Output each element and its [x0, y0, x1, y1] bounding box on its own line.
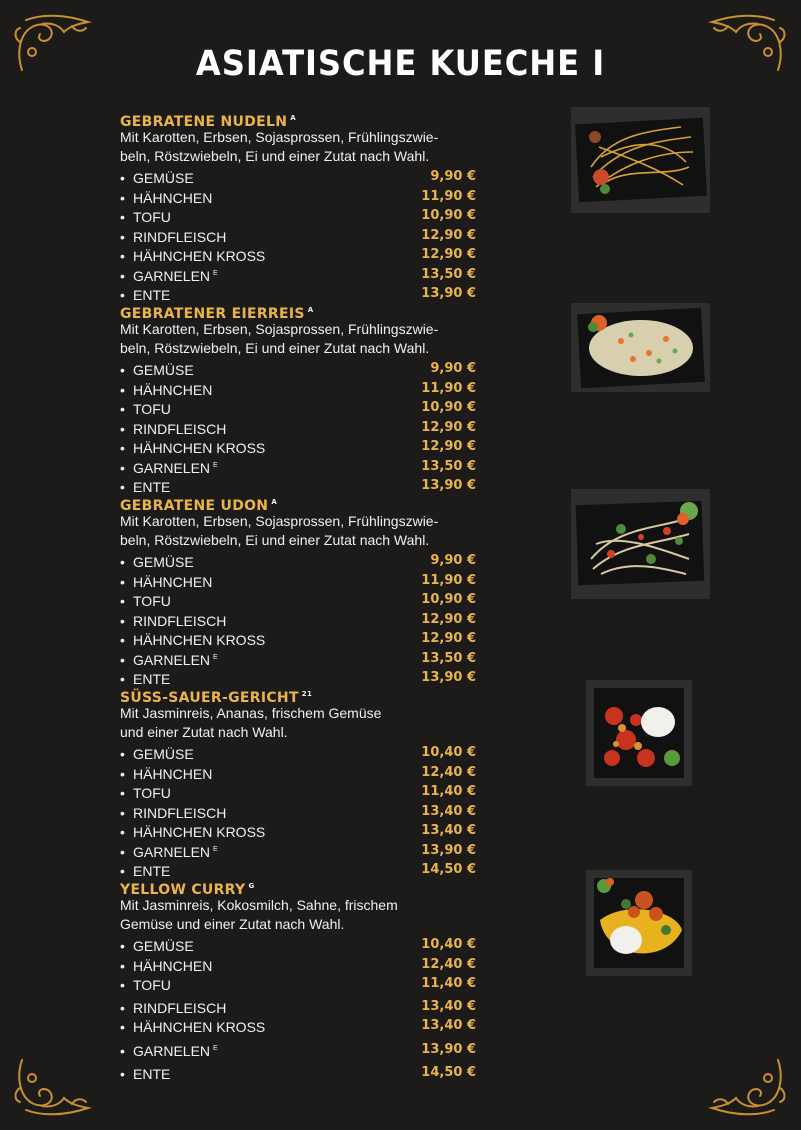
item-name: TOFU: [133, 209, 171, 225]
section-heading: [120, 109, 480, 128]
allergen-code: 21: [301, 690, 313, 698]
menu-item: • ENTE 13,90 €: [120, 478, 476, 495]
section-gebratene-udon: [120, 493, 480, 687]
description-line: Mit Karotten, Erbsen, Sojasprossen, Frühlingszwie-: [120, 321, 439, 337]
section-description: [120, 704, 480, 742]
page-title: ASIATISCHE KUECHE I: [195, 44, 606, 84]
yellow-curry-photo-icon: [586, 870, 692, 976]
item-price: 13,40 €: [421, 823, 476, 838]
noodles-photo-icon: [571, 107, 710, 213]
udon-photo-icon: [571, 489, 710, 599]
menu-item: • ENTE 14,50 €: [120, 862, 476, 879]
item-name: HÄHNCHEN KROSS: [133, 632, 266, 648]
allergen-code: E: [213, 269, 218, 277]
description-line: Gemüse und einer Zutat nach Wahl.: [120, 916, 345, 932]
item-name: GEMÜSE: [133, 362, 194, 378]
item-price: 11,90 €: [421, 572, 476, 588]
menu-item: • RINDFLEISCH 12,90 €: [120, 611, 476, 629]
menu-item: • TOFU 10,90 €: [120, 592, 476, 609]
item-price: 13,40 €: [421, 1018, 476, 1033]
item-name: RINDFLEISCH: [133, 228, 227, 245]
item-name: HÄHNCHEN: [133, 957, 213, 974]
item-name: HÄHNCHEN KROSS: [133, 248, 266, 264]
item-name: HÄHNCHEN KROSS: [133, 824, 266, 840]
menu-item: • HÄHNCHEN 12,40 €: [120, 956, 476, 974]
item-price: 13,40 €: [421, 998, 476, 1014]
menu-item: • ENTE 13,90 €: [120, 286, 476, 303]
item-price: 14,50 €: [421, 1065, 476, 1080]
item-name: RINDFLEISCH: [133, 999, 227, 1016]
allergen-code: E: [213, 461, 218, 469]
menu-item: • HÄHNCHEN 11,90 €: [120, 572, 476, 590]
section-title: SÜSS-SAUER-GERICHT: [120, 690, 299, 706]
menu-item: • RINDFLEISCH 13,40 €: [120, 803, 476, 821]
item-name: ENTE: [133, 287, 171, 303]
item-price: 9,90 €: [430, 553, 476, 568]
section-suess-sauer: [120, 685, 480, 879]
menu-item: • HÄHNCHEN KROSS 12,90 €: [120, 247, 476, 264]
section-yellow-curry: [120, 877, 480, 1082]
item-price: 10,90 €: [421, 208, 476, 223]
item-price: 11,90 €: [421, 188, 476, 204]
item-list: [120, 934, 480, 1082]
menu-item: • GARNELEN $^E$ 13,50 €: [120, 266, 476, 284]
item-name: GEMÜSE: [133, 938, 194, 954]
menu-item: • GARNELEN $^E$ 13,90 €: [120, 1041, 476, 1059]
item-name: GARNELEN: [133, 651, 211, 668]
sweet-sour-photo-icon: [586, 680, 692, 786]
menu-item: • GARNELEN $^E$ 13,50 €: [120, 458, 476, 476]
allergen-code: A: [290, 114, 296, 122]
menu-item: • ENTE 14,50 €: [120, 1065, 476, 1082]
item-price: 12,90 €: [421, 419, 476, 435]
item-name: GARNELEN: [133, 267, 211, 284]
item-price: 12,90 €: [421, 227, 476, 243]
description-line: Mit Jasminreis, Ananas, frischem Gemüse: [120, 705, 382, 721]
allergen-code: A: [271, 498, 278, 506]
item-name: HÄHNCHEN: [133, 189, 213, 206]
item-name: HÄHNCHEN KROSS: [133, 1019, 266, 1035]
section-title: YELLOW CURRY: [120, 882, 246, 898]
allergen-code: E: [213, 845, 218, 853]
section-description: [120, 896, 480, 934]
section-gebratene-nudeln: [120, 109, 480, 303]
item-price: 13,90 €: [421, 478, 476, 493]
menu-item: • TOFU 11,40 €: [120, 976, 476, 993]
menu-item: • RINDFLEISCH 12,90 €: [120, 419, 476, 437]
item-name: RINDFLEISCH: [133, 804, 227, 821]
ornament-bottom-right-icon: [708, 1058, 788, 1118]
allergen-code: E: [213, 653, 218, 661]
item-price: 12,90 €: [421, 247, 476, 262]
item-list: [120, 358, 480, 495]
item-name: TOFU: [133, 785, 171, 801]
section-description: [120, 512, 480, 550]
item-price: 11,40 €: [421, 976, 476, 991]
item-name: HÄHNCHEN KROSS: [133, 440, 266, 456]
item-price: 9,90 €: [430, 361, 476, 376]
item-name: GEMÜSE: [133, 746, 194, 762]
item-price: 13,50 €: [421, 650, 476, 666]
section-gebratener-eierreis: [120, 301, 480, 495]
description-line: beln, Röstzwiebeln, Ei und einer Zutat nach Wahl.: [120, 148, 430, 164]
description-line: beln, Röstzwiebeln, Ei und einer Zutat nach Wahl.: [120, 340, 430, 356]
item-price: 11,40 €: [421, 784, 476, 799]
menu-item: • HÄHNCHEN 11,90 €: [120, 380, 476, 398]
item-price: 13,90 €: [421, 286, 476, 301]
item-price: 13,50 €: [421, 458, 476, 474]
menu-item: • HÄHNCHEN 11,90 €: [120, 188, 476, 206]
allergen-code: E: [213, 1044, 218, 1052]
item-name: GARNELEN: [133, 1042, 211, 1059]
section-heading: [120, 493, 480, 512]
item-name: HÄHNCHEN: [133, 573, 213, 590]
item-price: 13,90 €: [421, 670, 476, 685]
menu-item: • RINDFLEISCH 13,40 €: [120, 998, 476, 1016]
menu-item: • HÄHNCHEN 12,40 €: [120, 764, 476, 782]
item-name: TOFU: [133, 593, 171, 609]
menu-item: • HÄHNCHEN KROSS 12,90 €: [120, 439, 476, 456]
description-line: Mit Karotten, Erbsen, Sojasprossen, Frühlingszwie-: [120, 513, 439, 529]
section-title: GEBRATENE UDON: [120, 498, 269, 514]
item-name: GEMÜSE: [133, 170, 194, 186]
menu-item: • RINDFLEISCH 12,90 €: [120, 227, 476, 245]
item-list: [120, 742, 480, 879]
item-name: ENTE: [133, 671, 171, 687]
menu-item: • ENTE 13,90 €: [120, 670, 476, 687]
ornament-bottom-left-icon: [12, 1058, 92, 1118]
item-price: 12,90 €: [421, 631, 476, 646]
item-price: 10,90 €: [421, 592, 476, 607]
item-price: 13,40 €: [421, 803, 476, 819]
description-line: Mit Karotten, Erbsen, Sojasprossen, Frühlingszwie-: [120, 129, 439, 145]
item-price: 13,90 €: [421, 1041, 476, 1057]
item-price: 12,90 €: [421, 439, 476, 454]
section-description: [120, 320, 480, 358]
menu-item: • TOFU 10,90 €: [120, 400, 476, 417]
item-price: 12,40 €: [421, 956, 476, 972]
section-heading: [120, 301, 480, 320]
menu-item: • HÄHNCHEN KROSS 12,90 €: [120, 631, 476, 648]
item-price: 13,90 €: [421, 842, 476, 858]
menu-item: • GEMÜSE 9,90 €: [120, 169, 476, 186]
item-price: 9,90 €: [430, 169, 476, 184]
section-heading: [120, 877, 480, 896]
item-name: TOFU: [133, 401, 171, 417]
section-description: [120, 128, 480, 166]
item-name: RINDFLEISCH: [133, 420, 227, 437]
item-list: [120, 550, 480, 687]
item-price: 10,40 €: [421, 937, 476, 952]
menu-item: • HÄHNCHEN KROSS 13,40 €: [120, 1018, 476, 1035]
item-name: GEMÜSE: [133, 554, 194, 570]
allergen-code: A: [307, 306, 314, 314]
section-title: GEBRATENER EIERREIS: [120, 306, 305, 322]
menu-item: • GEMÜSE 9,90 €: [120, 361, 476, 378]
item-name: HÄHNCHEN: [133, 381, 213, 398]
item-name: ENTE: [133, 479, 171, 495]
description-line: beln, Röstzwiebeln, Ei und einer Zutat nach Wahl.: [120, 532, 430, 548]
item-name: HÄHNCHEN: [133, 765, 213, 782]
item-name: ENTE: [133, 863, 171, 879]
menu-item: • TOFU 10,90 €: [120, 208, 476, 225]
menu-item: • HÄHNCHEN KROSS 13,40 €: [120, 823, 476, 840]
fried-rice-photo-icon: [571, 303, 710, 392]
item-name: RINDFLEISCH: [133, 612, 227, 629]
item-price: 13,50 €: [421, 266, 476, 282]
section-title: GEBRATENE NUDELN: [120, 114, 288, 130]
item-price: 10,40 €: [421, 745, 476, 760]
item-name: TOFU: [133, 977, 171, 993]
item-name: GARNELEN: [133, 459, 211, 476]
item-price: 12,90 €: [421, 611, 476, 627]
item-price: 12,40 €: [421, 764, 476, 780]
allergen-code: G: [248, 882, 255, 890]
menu-item: • TOFU 11,40 €: [120, 784, 476, 801]
item-name: GARNELEN: [133, 843, 211, 860]
item-list: [120, 166, 480, 303]
section-heading: [120, 685, 480, 704]
menu-item: • GARNELEN $^E$ 13,90 €: [120, 842, 476, 860]
description-line: und einer Zutat nach Wahl.: [120, 724, 288, 740]
menu-item: • GEMÜSE 10,40 €: [120, 937, 476, 954]
item-price: 11,90 €: [421, 380, 476, 396]
item-price: 14,50 €: [421, 862, 476, 877]
menu-item: • GARNELEN $^E$ 13,50 €: [120, 650, 476, 668]
description-line: Mit Jasminreis, Kokosmilch, Sahne, frischem: [120, 897, 398, 913]
menu-item: • GEMÜSE 10,40 €: [120, 745, 476, 762]
item-name: ENTE: [133, 1066, 171, 1082]
item-price: 10,90 €: [421, 400, 476, 415]
menu-item: • GEMÜSE 9,90 €: [120, 553, 476, 570]
